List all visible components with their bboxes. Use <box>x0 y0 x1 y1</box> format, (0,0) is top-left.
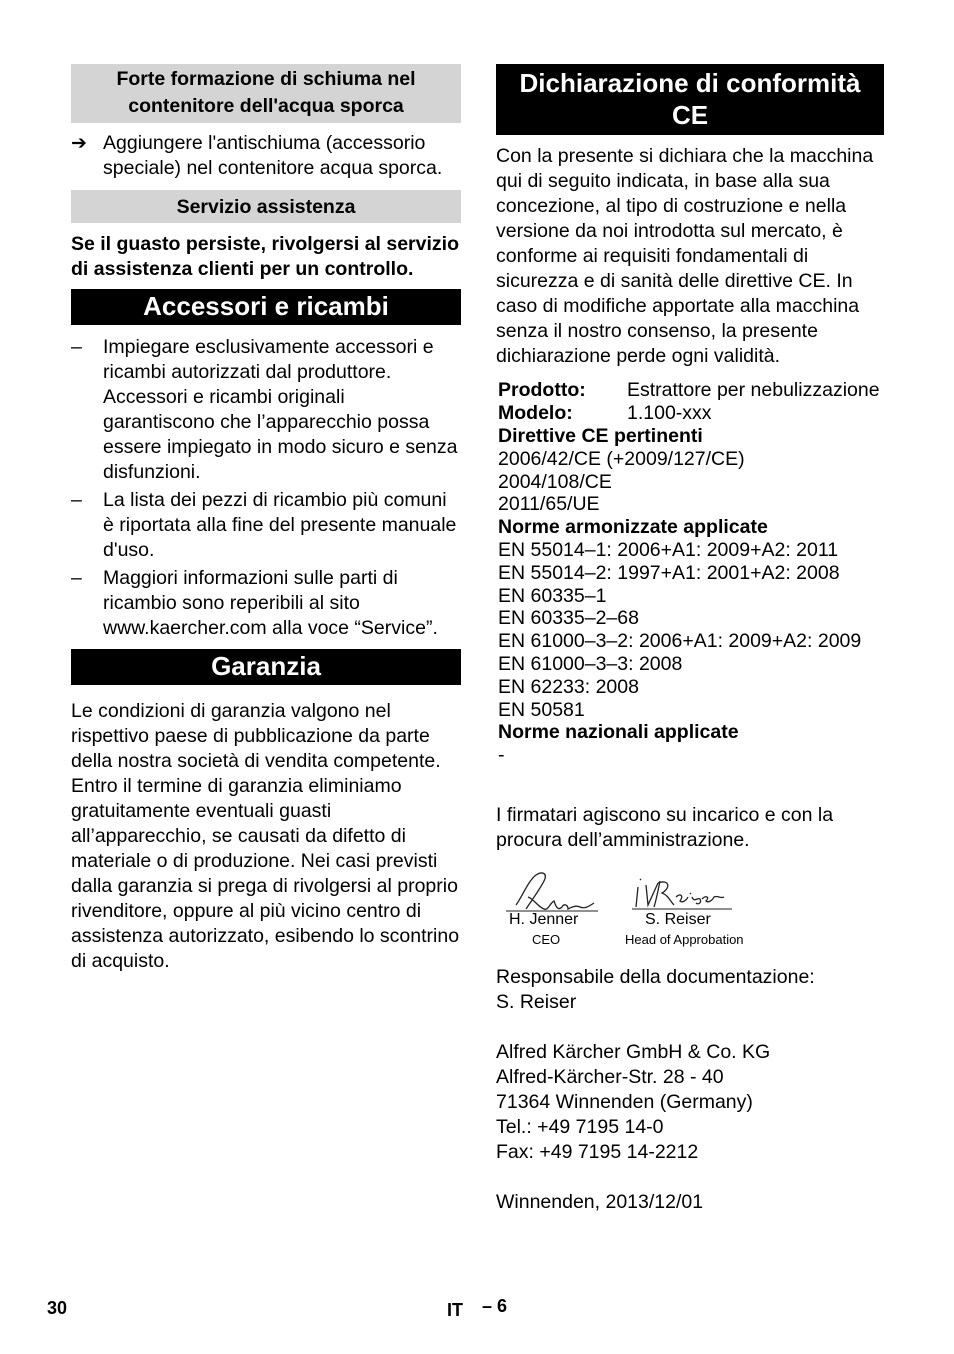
product-value: Estrattore per nebulizzazione <box>627 379 880 401</box>
model-label: Modelo: <box>498 402 573 424</box>
company-city: 71364 Winnenden (Germany) <box>496 1090 753 1113</box>
right-column <box>496 64 884 1215</box>
signatories-text: I firmatari agiscono su incarico e con la procura dell’amministrazione. <box>496 803 834 851</box>
list-item-text: La lista dei pezzi di ricambio più comuni è riportata alla fine del presente manuale d'uso. <box>103 489 457 561</box>
ce-intro-text: Con la presente si dichiara che la macchina qui di seguito indicata, in base alla sua concezione, al tipo di costruzione e nella versione da noi introdotta sul mercato, è conforme ai requisiti fondamentali di sicurezza e di sanità delle direttive CE. In caso di modifiche apportate alla macchina senza il nostro consenso, la presente dichiarazione perde ogni validità. <box>496 145 874 367</box>
standard-item: EN 55014–2: 1997+A1: 2001+A2: 2008 <box>498 561 840 584</box>
place-date: Winnenden, 2013/12/01 <box>496 1190 704 1213</box>
dash-bullet: – <box>71 336 82 358</box>
service-heading: Servizio assistenza <box>71 190 461 223</box>
directives-label: Direttive CE pertinenti <box>498 425 703 447</box>
product-spec <box>496 379 884 767</box>
dash-bullet: – <box>71 489 82 511</box>
foam-heading: Forte formazione di schiuma nel contenitore dell'acqua sporca <box>71 64 461 123</box>
product-label: Prodotto: <box>498 379 586 401</box>
language-code: IT <box>447 1300 463 1320</box>
list-item <box>71 335 461 485</box>
arrow-right-icon: ➔ <box>71 133 87 154</box>
list-item <box>71 488 461 563</box>
signature-block <box>496 867 884 959</box>
standard-item: EN 62233: 2008 <box>498 675 639 698</box>
signer1-role: CEO <box>532 931 561 947</box>
standard-item: EN 61000–3–2: 2006+A1: 2009+A2: 2009 <box>498 630 862 653</box>
list-item <box>71 566 461 641</box>
page-number: 30 <box>47 1298 68 1318</box>
foam-remedy-text: Aggiungere l'antischiuma (accessorio speciale) nel contenitore acqua sporca. <box>103 132 443 179</box>
national-value: - <box>498 744 505 767</box>
signer2-name: S. Reiser <box>645 910 711 928</box>
model-row <box>498 402 884 425</box>
directive-item: 2011/65/UE <box>498 493 600 516</box>
warranty-text: Le condizioni di garanzia valgono nel rispettivo paese di pubblicazione da parte della nostra società di vendita competente. Entro il termine di garanzia eliminiamo gratuitamente eventuali guasti all’apparecchio, se causati da difetto di materiale o di produzione. Nei casi previsti dalla garanzia si prega di rivolgersi al proprio rivenditore, oppure al più vicino centro di assistenza autorizzato, esibendo lo scontrino di acquisto. <box>71 700 460 972</box>
accessories-list <box>71 335 461 641</box>
company-fax: Fax: +49 7195 14-2212 <box>496 1140 699 1163</box>
foam-remedy-item <box>71 131 461 181</box>
accessories-heading: Accessori e ricambi <box>71 289 461 325</box>
company-tel: Tel.: +49 7195 14-0 <box>496 1115 664 1138</box>
directive-item: 2006/42/CE (+2009/127/CE) <box>498 447 745 470</box>
doc-responsible-label: Responsabile della documentazione: <box>496 965 815 988</box>
standard-item: EN 60335–2–68 <box>498 607 639 630</box>
company-street: Alfred-Kärcher-Str. 28 - 40 <box>496 1065 724 1088</box>
national-label: Norme nazionali applicate <box>498 721 739 744</box>
doc-responsible-name: S. Reiser <box>496 990 577 1013</box>
left-column <box>71 64 461 974</box>
service-text: Se il guasto persiste, rivolgersi al servizio di assistenza clienti per un controllo. <box>71 233 459 280</box>
signer2-role: Head of Approbation <box>625 931 744 947</box>
standard-item: EN 55014–1: 2006+A1: 2009+A2: 2011 <box>498 538 839 561</box>
directive-item: 2004/108/CE <box>498 470 612 493</box>
list-item-text: Maggiori informazioni sulle parti di ricambio sono reperibili al sito www.kaercher.com alla voce “Service”. <box>103 567 438 639</box>
dash-bullet: – <box>71 567 82 589</box>
list-item-text: Impiegare esclusivamente accessori e ricambi autorizzati dal produttore. Accessori e ricambi originali garantiscono che l’apparecchio possa essere impiegato in modo sicuro e senza disfunzioni. <box>103 336 458 483</box>
standard-item: EN 50581 <box>498 698 585 721</box>
warranty-heading: Garanzia <box>71 649 461 685</box>
model-value: 1.100-xxx <box>627 402 712 424</box>
standard-item: EN 61000–3–3: 2008 <box>498 652 683 675</box>
company-name: Alfred Kärcher GmbH & Co. KG <box>496 1040 771 1063</box>
section-page-number: – 6 <box>482 1296 508 1316</box>
ce-declaration-heading: Dichiarazione di conformità CE <box>496 64 884 135</box>
standard-item: EN 60335–1 <box>498 584 607 607</box>
signer1-name: H. Jenner <box>509 910 579 928</box>
product-row <box>498 379 884 402</box>
harmonized-label: Norme armonizzate applicate <box>498 516 768 539</box>
